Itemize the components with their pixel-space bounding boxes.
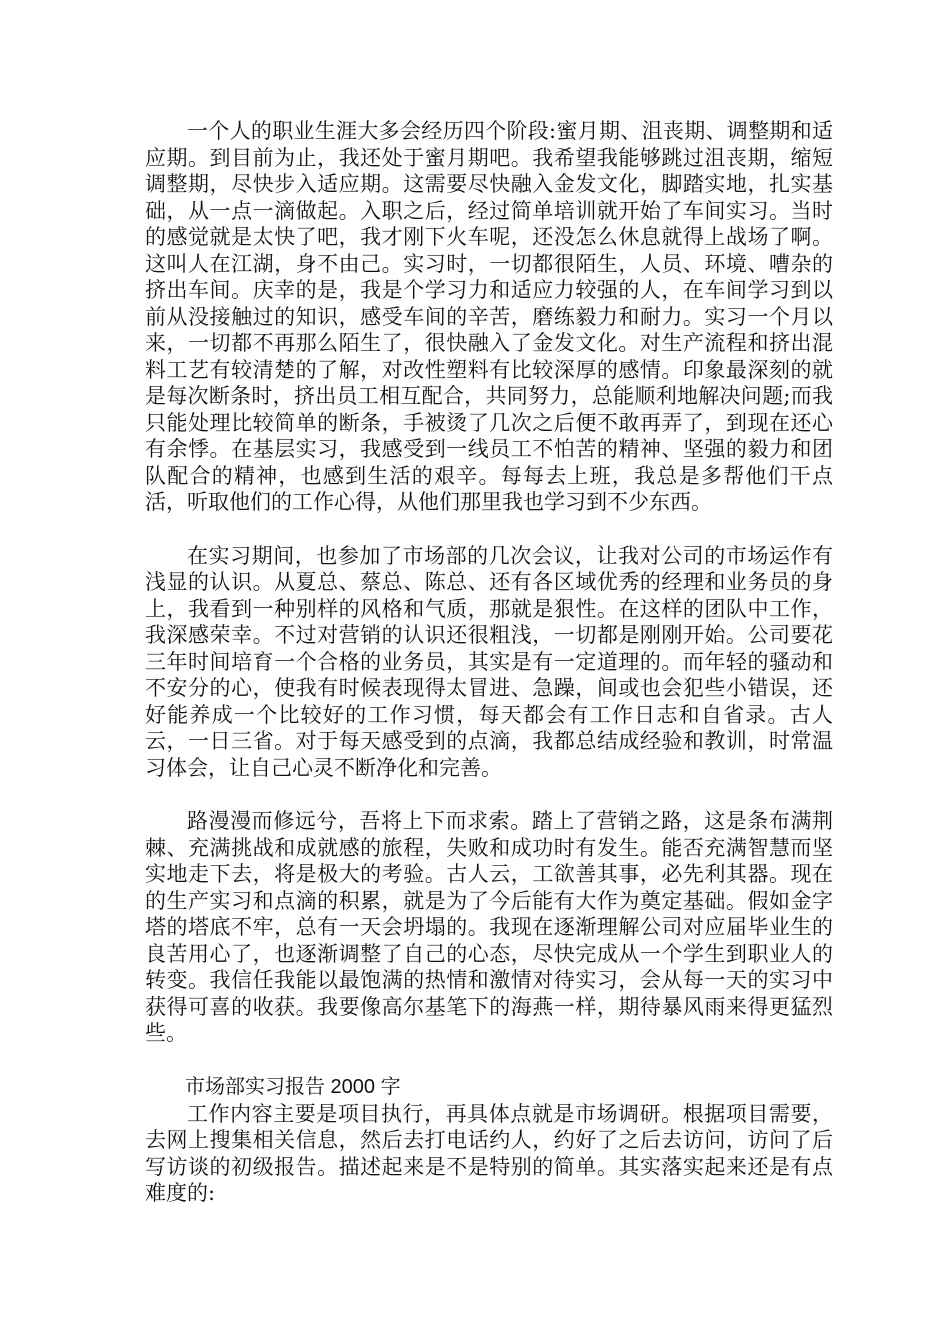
paragraph-work-content: 工作内容主要是项目执行，再具体点就是市场调研。根据项目需要，去网上搜集相关信息，然后去打电话约人，约好了之后去访问，访问了后写访谈的初级报告。描述起来是不是特别的简单。其实落实起来还是有点难度的: (145, 1101, 833, 1205)
section-title: 市场部实习报告 2000 字 (185, 1075, 401, 1098)
document-page (145, 118, 833, 1207)
paragraph-gap (145, 1047, 833, 1074)
paragraph-gap (145, 781, 833, 808)
paragraph-career-stages: 一个人的职业生涯大多会经历四个阶段:蜜月期、沮丧期、调整期和适应期。到目前为止，我还处于蜜月期吧。我希望我能够跳过沮丧期，缩短调整期，尽快步入适应期。这需要尽快融入金发文化，脚踏实地，扎实基础，从一点一滴做起。入职之后，经过简单培训就开始了车间实习。当时的感觉就是太快了吧，我才刚下火车呢，还没怎么休息就得上战场了啊。这叫人在江湖，身不由己。实习时，一切都很陌生，人员、环境、嘈杂的挤出车间。庆幸的是，我是个学习力和适应力较强的人，在车间学习到以前从没接触过的知识，感受车间的辛苦，磨练毅力和耐力。实习一个月以来，一切都不再那么陌生了，很快融入了金发文化。对生产流程和挤出混料工艺有较清楚的了解，对改性塑料有比较深厚的感情。印象最深刻的就是每次断条时，挤出员工相互配合，共同努力，总能顺利地解决问题;而我只能处理比较简单的断条，手被烫了几次之后便不敢再弄了，到现在还心有余悸。在基层实习，我感受到一线员工不怕苦的精神、坚强的毅力和团队配合的精神，也感到生活的艰辛。每每去上班，我总是多帮他们干点活，听取他们的工作心得，从他们那里我也学习到不少东西。 (145, 119, 833, 514)
paragraph-gap (145, 516, 833, 543)
paragraph-marketing-road: 路漫漫而修远兮，吾将上下而求索。踏上了营销之路，这是条布满荆棘、充满挑战和成就感的旅程，失败和成功时有发生。能否充满智慧而坚实地走下去，将是极大的考验。古人云，工欲善其事，必先利其器。现在的生产实习和点滴的积累，就是为了今后能有大作为奠定基础。假如金字塔的塔底不牢，总有一天会坍塌的。我现在逐渐理解公司对应届毕业生的良苦用心了，也逐渐调整了自己的心态，尽快完成从一个学生到职业人的转变。我信任我能以最饱满的热情和激情对待实习，会从每一天的实习中获得可喜的收获。我要像高尔基笔下的海燕一样，期待暴风雨来得更猛烈些。 (145, 809, 833, 1045)
paragraph-internship-meetings: 在实习期间，也参加了市场部的几次会议，让我对公司的市场运作有浅显的认识。从夏总、蔡总、陈总、还有各区域优秀的经理和业务员的身上，我看到一种别样的风格和气质，那就是狠性。在这样的团队中工作，我深感荣幸。不过对营销的认识还很粗浅，一切都是刚刚开始。公司要花三年时间培育一个合格的业务员，其实是有一定道理的。而年轻的骚动和不安分的心，使我有时候表现得太冒进、急躁，间或也会犯些小错误，还好能养成一个比较好的工作习惯，每天都会有工作日志和自省录。古人云，一日三省。对于每天感受到的点滴，我都总结成经验和教训，时常温习体会，让自己心灵不断净化和完善。 (145, 543, 833, 780)
